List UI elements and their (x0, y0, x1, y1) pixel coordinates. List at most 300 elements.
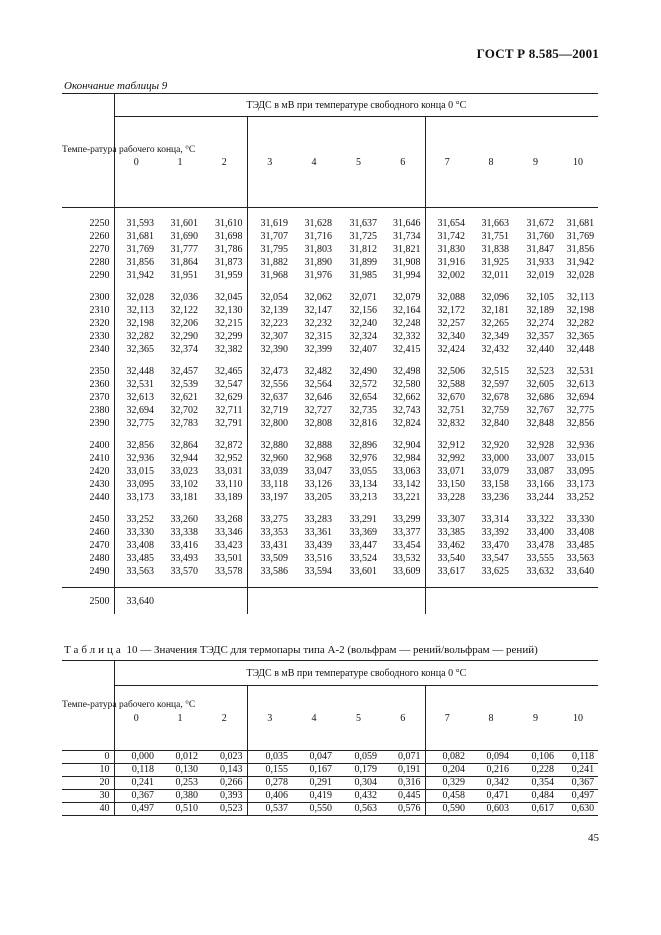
value-cell: 0,550 (292, 803, 336, 816)
value-cell: 32,775 (114, 417, 158, 430)
value-cell: 32,424 (425, 343, 469, 356)
value-cell: 0,380 (158, 790, 202, 803)
value-cell: 31,769 (566, 231, 595, 242)
value-cell: 32,686 (526, 392, 554, 403)
value-cell: 0,304 (336, 777, 381, 790)
value-cell: 32,088 (425, 291, 469, 304)
temperature-cell: 2370 (89, 392, 110, 403)
table-row (62, 256, 598, 269)
value-cell: 32,694 (566, 392, 595, 403)
value-cell: 31,812 (349, 244, 377, 255)
value-cell: 32,531 (114, 378, 158, 391)
table-row (62, 365, 598, 378)
value-cell: 31,734 (393, 231, 421, 242)
value-cell: 33,454 (393, 540, 421, 551)
value-cell: 0,354 (513, 777, 558, 790)
column-header: 3 (247, 117, 292, 208)
temperature-cell: 2310 (89, 305, 110, 316)
table-row (62, 764, 598, 777)
value-cell: 33,570 (170, 566, 198, 577)
value-cell: 31,698 (215, 231, 243, 242)
value-cell: 33,236 (481, 492, 509, 503)
column-headers (62, 686, 598, 751)
value-cell: 32,036 (170, 292, 198, 303)
value-cell: 32,440 (526, 344, 554, 355)
value-cell: 0,419 (292, 790, 336, 803)
value-cell: 32,711 (215, 405, 243, 416)
value-cell: 32,282 (114, 330, 158, 343)
value-cell: 33,095 (114, 478, 158, 491)
column-header: 10 (558, 117, 598, 208)
value-cell: 32,597 (481, 379, 509, 390)
value-cell: 31,725 (349, 231, 377, 242)
value-cell: 32,976 (349, 453, 377, 464)
value-cell: 33,385 (425, 526, 469, 539)
value-cell: 33,095 (566, 466, 595, 477)
value-cell: 0,047 (292, 751, 336, 764)
value-cell: 32,646 (304, 392, 332, 403)
value-cell: 31,628 (304, 218, 332, 229)
table-row (62, 777, 598, 790)
value-cell: 0,035 (247, 751, 292, 764)
value-cell: 32,265 (481, 318, 509, 329)
value-cell: 0,497 (114, 803, 158, 816)
table-row (62, 803, 598, 816)
value-cell: 33,547 (481, 553, 509, 564)
value-cell: 33,439 (304, 540, 332, 551)
table-row (62, 217, 598, 230)
column-header: 0 (114, 117, 158, 208)
value-cell: 0,094 (469, 751, 513, 764)
value-cell: 32,719 (247, 404, 292, 417)
value-cell: 33,307 (425, 513, 469, 526)
value-cell: 32,588 (425, 378, 469, 391)
value-cell: 0,143 (202, 764, 247, 777)
value-cell: 31,610 (215, 218, 243, 229)
value-cell: 33,609 (393, 566, 421, 577)
value-cell: 33,071 (425, 465, 469, 478)
value-cell: 32,864 (170, 440, 198, 451)
temperature-cell: 30 (62, 790, 114, 803)
value-cell: 32,357 (526, 331, 554, 342)
value-cell: 33,291 (349, 514, 377, 525)
value-cell: 32,415 (393, 344, 421, 355)
value-cell: 32,473 (247, 365, 292, 378)
table10 (62, 660, 598, 816)
value-cell: 0,367 (558, 777, 598, 790)
value-cell: 32,662 (393, 392, 421, 403)
value-cell: 0,576 (381, 803, 425, 816)
value-cell: 0,445 (381, 790, 425, 803)
value-cell: 33,228 (425, 491, 469, 504)
row-header: Темпе-ратура рабочего конца, °С (62, 661, 114, 751)
value-cell: 0,118 (558, 751, 598, 764)
value-cell: 31,899 (349, 257, 377, 268)
value-cell: 32,002 (425, 269, 469, 282)
table-row (62, 751, 598, 764)
temperature-cell: 2430 (89, 479, 110, 490)
value-cell: 32,783 (170, 418, 198, 429)
value-cell: 31,968 (247, 269, 292, 282)
value-cell: 32,189 (526, 305, 554, 316)
temperature-cell: 2390 (89, 418, 110, 429)
value-cell: 32,515 (481, 366, 509, 377)
value-cell: 32,105 (526, 292, 554, 303)
value-cell: 32,062 (304, 292, 332, 303)
value-cell: 31,830 (425, 243, 469, 256)
value-cell: 33,252 (566, 492, 595, 503)
value-cell: 33,197 (247, 491, 292, 504)
value-cell: 0,228 (513, 764, 558, 777)
value-cell: 32,629 (215, 392, 243, 403)
value-cell: 31,646 (393, 218, 421, 229)
temperature-cell: 10 (62, 764, 114, 777)
value-cell: 32,122 (170, 305, 198, 316)
column-header: 8 (469, 117, 513, 208)
value-cell: 32,215 (215, 318, 243, 329)
value-cell: 33,462 (425, 539, 469, 552)
value-cell: 31,760 (526, 231, 554, 242)
value-cell: 33,594 (304, 566, 332, 577)
value-cell: 31,716 (304, 231, 332, 242)
empty-cell (558, 588, 598, 615)
value-cell: 33,540 (425, 552, 469, 565)
table-row (62, 404, 598, 417)
value-cell: 32,349 (481, 331, 509, 342)
table-row (62, 539, 598, 552)
value-cell: 0,118 (114, 764, 158, 777)
value-cell: 0,191 (381, 764, 425, 777)
group-header: ТЭДС в мВ при температуре свободного конца 0 °С (114, 94, 598, 117)
value-cell: 32,605 (526, 379, 554, 390)
value-cell: 0,059 (336, 751, 381, 764)
value-cell: 32,694 (114, 404, 158, 417)
value-cell: 0,071 (381, 751, 425, 764)
value-cell: 0,523 (202, 803, 247, 816)
value-cell: 32,332 (393, 331, 421, 342)
value-cell: 33,501 (215, 553, 243, 564)
table-row (62, 439, 598, 452)
empty-cell (381, 588, 425, 615)
value-cell: 32,952 (215, 453, 243, 464)
value-cell: 31,925 (481, 257, 509, 268)
table-row (62, 465, 598, 478)
value-cell: 33,346 (215, 527, 243, 538)
value-cell: 33,166 (526, 479, 554, 490)
value-cell: 32,079 (393, 292, 421, 303)
value-cell: 33,322 (526, 514, 554, 525)
value-cell: 32,678 (481, 392, 509, 403)
column-header: 1 (158, 686, 202, 751)
value-cell: 33,039 (247, 465, 292, 478)
value-cell: 33,110 (215, 479, 243, 490)
value-cell: 32,944 (170, 453, 198, 464)
value-cell: 32,767 (526, 405, 554, 416)
empty-cell (202, 588, 247, 615)
temperature-cell: 20 (62, 777, 114, 790)
value-cell: 33,400 (526, 527, 554, 538)
value-cell: 32,960 (247, 452, 292, 465)
value-cell: 32,130 (215, 305, 243, 316)
value-cell: 31,654 (425, 217, 469, 230)
column-headers (62, 117, 598, 208)
value-cell: 31,882 (247, 256, 292, 269)
value-cell: 33,617 (425, 565, 469, 578)
value-cell: 33,516 (304, 553, 332, 564)
table-row (62, 790, 598, 803)
value-cell: 32,880 (247, 439, 292, 452)
value-cell: 0,342 (469, 777, 513, 790)
value-cell: 32,054 (247, 291, 292, 304)
value-cell: 33,493 (170, 553, 198, 564)
value-cell: 31,601 (170, 218, 198, 229)
value-cell: 31,707 (247, 230, 292, 243)
value-cell: 32,164 (393, 305, 421, 316)
value-cell: 33,632 (526, 566, 554, 577)
value-cell: 33,416 (170, 540, 198, 551)
value-cell: 33,260 (170, 514, 198, 525)
value-cell: 0,367 (114, 790, 158, 803)
value-cell: 32,856 (114, 439, 158, 452)
value-cell: 32,139 (247, 304, 292, 317)
value-cell: 32,727 (304, 405, 332, 416)
value-cell: 0,012 (158, 751, 202, 764)
value-cell: 33,173 (566, 479, 595, 490)
value-cell: 32,896 (349, 440, 377, 451)
value-cell: 32,872 (215, 440, 243, 451)
temperature-cell: 2500 (62, 588, 114, 615)
value-cell: 32,936 (114, 452, 158, 465)
value-cell: 32,290 (170, 331, 198, 342)
value-cell: 32,172 (425, 304, 469, 317)
value-cell: 32,096 (481, 292, 509, 303)
table-row (62, 417, 598, 430)
value-cell: 32,315 (304, 331, 332, 342)
value-cell: 32,490 (349, 366, 377, 377)
value-cell: 33,625 (481, 566, 509, 577)
column-header: 0 (114, 686, 158, 751)
group-spacer (62, 356, 598, 365)
temperature-cell: 2420 (89, 466, 110, 477)
value-cell: 33,000 (481, 453, 509, 464)
value-cell: 32,984 (393, 453, 421, 464)
value-cell: 31,916 (425, 256, 469, 269)
temperature-cell: 2450 (89, 514, 110, 525)
value-cell: 0,241 (558, 764, 598, 777)
value-cell: 0,167 (292, 764, 336, 777)
value-cell: 0,204 (425, 764, 469, 777)
table10-caption-prefix: Таблица (64, 644, 124, 656)
value-cell: 33,134 (349, 479, 377, 490)
value-cell: 32,800 (247, 417, 292, 430)
value-cell: 32,365 (566, 331, 595, 342)
value-cell: 33,150 (425, 478, 469, 491)
column-header: 5 (336, 686, 381, 751)
value-cell: 31,769 (114, 243, 158, 256)
value-cell: 31,951 (170, 270, 198, 281)
column-header: 7 (425, 117, 469, 208)
group-spacer (62, 430, 598, 439)
column-header: 4 (292, 117, 336, 208)
value-cell: 32,613 (566, 379, 595, 390)
value-cell: 31,959 (215, 270, 243, 281)
value-cell: 32,382 (215, 344, 243, 355)
value-cell: 32,968 (304, 453, 332, 464)
value-cell: 33,244 (526, 492, 554, 503)
value-cell: 32,399 (304, 344, 332, 355)
value-cell: 0,278 (247, 777, 292, 790)
value-cell: 0,316 (381, 777, 425, 790)
value-cell: 31,803 (304, 244, 332, 255)
value-cell: 32,223 (247, 317, 292, 330)
value-cell: 32,181 (481, 305, 509, 316)
temperature-cell: 2410 (89, 453, 110, 464)
value-cell: 33,023 (170, 466, 198, 477)
value-cell: 33,087 (526, 466, 554, 477)
value-cell: 33,555 (526, 553, 554, 564)
value-cell: 31,933 (526, 257, 554, 268)
value-cell: 0,630 (558, 803, 598, 816)
temperature-cell: 2290 (89, 270, 110, 281)
temperature-cell: 2360 (89, 379, 110, 390)
value-cell: 33,408 (114, 539, 158, 552)
value-cell: 33,031 (215, 466, 243, 477)
empty-cell (292, 588, 336, 615)
value-cell: 31,681 (566, 218, 595, 229)
value-cell: 31,821 (393, 244, 421, 255)
table-row (62, 452, 598, 465)
value-cell: 33,330 (114, 526, 158, 539)
value-cell: 33,314 (481, 514, 509, 525)
value-cell: 33,601 (349, 566, 377, 577)
value-cell: 32,282 (566, 318, 595, 329)
value-cell: 33,252 (114, 513, 158, 526)
value-cell: 32,856 (566, 418, 595, 429)
value-cell: 33,007 (526, 453, 554, 464)
temperature-cell: 2400 (89, 440, 110, 451)
value-cell: 33,063 (393, 466, 421, 477)
value-cell: 32,365 (114, 343, 158, 356)
value-cell: 32,920 (481, 440, 509, 451)
temperature-cell: 2280 (89, 257, 110, 268)
value-cell: 33,563 (566, 553, 595, 564)
temperature-cell: 2470 (89, 540, 110, 551)
value-cell: 32,011 (481, 270, 509, 281)
value-cell: 0,590 (425, 803, 469, 816)
value-cell: 32,448 (566, 344, 595, 355)
group-header: ТЭДС в мВ при температуре свободного конца 0 °С (114, 661, 598, 686)
value-cell: 32,992 (425, 452, 469, 465)
value-cell: 33,275 (247, 513, 292, 526)
value-cell: 0,458 (425, 790, 469, 803)
value-cell: 31,985 (349, 270, 377, 281)
value-cell: 0,617 (513, 803, 558, 816)
value-cell: 31,838 (481, 244, 509, 255)
temperature-cell: 2380 (89, 405, 110, 416)
value-cell: 0,155 (247, 764, 292, 777)
column-header: 9 (513, 686, 558, 751)
column-header: 5 (336, 117, 381, 208)
value-cell: 32,465 (215, 366, 243, 377)
empty-cell (469, 588, 513, 615)
temperature-cell: 40 (62, 803, 114, 816)
temperature-cell: 2350 (89, 366, 110, 377)
table-row (62, 478, 598, 491)
value-cell: 32,498 (393, 366, 421, 377)
value-cell: 32,832 (425, 417, 469, 430)
value-cell: 32,564 (304, 379, 332, 390)
value-cell: 32,206 (170, 318, 198, 329)
value-cell: 32,407 (349, 344, 377, 355)
value-cell: 32,506 (425, 365, 469, 378)
value-cell: 0,329 (425, 777, 469, 790)
value-cell: 32,457 (170, 366, 198, 377)
table-row (62, 588, 598, 615)
value-cell: 33,181 (170, 492, 198, 503)
value-cell: 32,670 (425, 391, 469, 404)
value-cell: 31,994 (393, 270, 421, 281)
column-header: 1 (158, 117, 202, 208)
group-spacer (62, 504, 598, 513)
group-spacer (62, 578, 598, 588)
value-cell: 33,118 (247, 478, 292, 491)
value-cell: 31,873 (215, 257, 243, 268)
value-cell: 32,840 (481, 418, 509, 429)
value-cell: 31,847 (526, 244, 554, 255)
table9-caption: Окончание таблицы 9 (64, 80, 168, 92)
table-row (62, 526, 598, 539)
value-cell: 31,663 (481, 218, 509, 229)
value-cell: 33,524 (349, 553, 377, 564)
table10-caption-text: 10 — Значения ТЭДС для термопары типа А-2 (вольфрам — рений/вольфрам — рений) (126, 644, 538, 656)
value-cell: 31,593 (114, 217, 158, 230)
value-cell: 32,743 (393, 405, 421, 416)
value-cell: 33,392 (481, 527, 509, 538)
value-cell: 31,942 (566, 257, 595, 268)
value-cell: 32,824 (393, 418, 421, 429)
value-cell: 32,248 (393, 318, 421, 329)
value-cell: 0,000 (114, 751, 158, 764)
value-cell: 33,640 (114, 588, 158, 615)
value-cell: 0,291 (292, 777, 336, 790)
value-cell: 0,563 (336, 803, 381, 816)
column-header: 9 (513, 117, 558, 208)
table-row (62, 317, 598, 330)
value-cell: 32,307 (247, 330, 292, 343)
value-cell: 31,976 (304, 270, 332, 281)
standard-header: ГОСТ Р 8.585—2001 (476, 46, 599, 61)
value-cell: 33,015 (566, 453, 595, 464)
value-cell: 31,795 (247, 243, 292, 256)
value-cell: 32,759 (481, 405, 509, 416)
column-header: 6 (381, 117, 425, 208)
value-cell: 33,189 (215, 492, 243, 503)
table-row (62, 378, 598, 391)
value-cell: 32,775 (566, 405, 595, 416)
table-row (62, 565, 598, 578)
value-cell: 0,266 (202, 777, 247, 790)
value-cell: 32,936 (566, 440, 595, 451)
value-cell: 33,079 (481, 466, 509, 477)
value-cell: 32,432 (481, 344, 509, 355)
table-row (62, 491, 598, 504)
group-spacer (62, 282, 598, 291)
column-header: 2 (202, 686, 247, 751)
value-cell: 33,485 (114, 552, 158, 565)
value-cell: 0,241 (114, 777, 158, 790)
value-cell: 32,702 (170, 405, 198, 416)
table-row (62, 391, 598, 404)
